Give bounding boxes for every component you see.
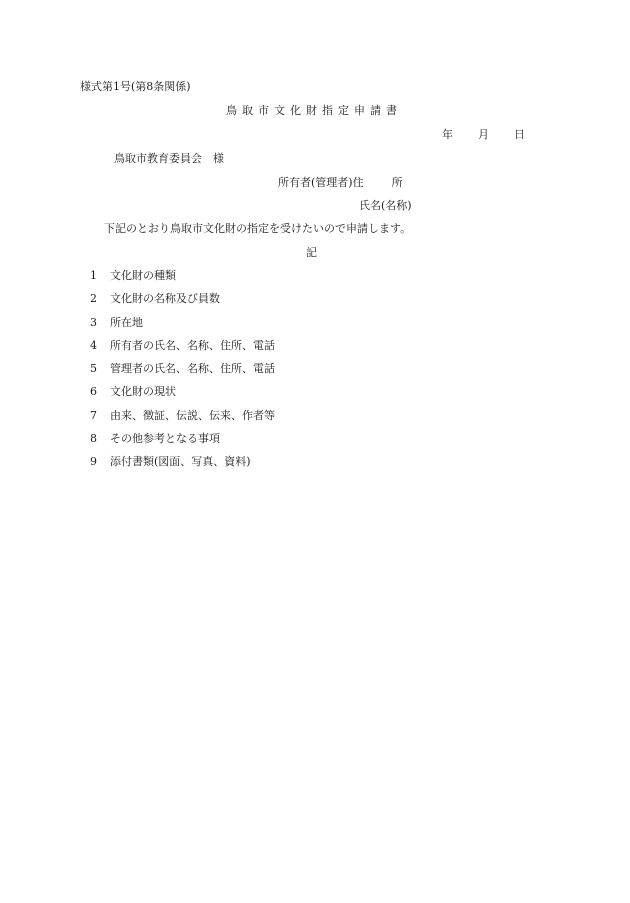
list-item-number: 5 xyxy=(90,362,97,375)
list-item-text: 文化財の種類 xyxy=(110,269,176,282)
owner-address-label xyxy=(278,176,403,190)
list-item-number: 2 xyxy=(90,292,97,305)
list-item xyxy=(90,339,275,353)
form-number: 様式第1号(第8条関係) xyxy=(80,80,191,93)
list-item-text: 文化財の名称及び員数 xyxy=(110,292,220,305)
list-item-number: 9 xyxy=(90,455,97,468)
list-item-text: 文化財の現状 xyxy=(110,385,176,398)
list-item xyxy=(90,385,176,399)
list-item xyxy=(90,409,275,423)
owner-address-label-start: 所有者(管理者)住 xyxy=(278,176,364,189)
application-statement: 下記のとおり鳥取市文化財の指定を受けたいので申請します。 xyxy=(104,222,412,235)
list-item-number: 1 xyxy=(90,269,97,282)
list-item xyxy=(90,432,220,446)
list-item xyxy=(90,292,220,306)
date-day-label: 日 xyxy=(514,128,525,141)
list-item-text: 所有者の氏名、名称、住所、電話 xyxy=(110,339,275,352)
list-item-number: 8 xyxy=(90,432,97,445)
list-item-number: 6 xyxy=(90,385,97,398)
list-item-number: 3 xyxy=(90,316,97,329)
recipient: 鳥取市教育委員会 様 xyxy=(114,152,224,165)
owner-name-label: 氏名(名称) xyxy=(359,199,412,212)
list-item-number: 7 xyxy=(90,409,97,422)
document-title: 鳥取市文化財指定申請書 xyxy=(226,104,402,117)
owner-address-label-end: 所 xyxy=(391,176,403,189)
list-item xyxy=(90,316,143,330)
date-month-label: 月 xyxy=(478,128,489,141)
date-year-label: 年 xyxy=(442,128,453,141)
ki-heading: 記 xyxy=(306,246,317,259)
date-line xyxy=(442,128,525,142)
list-item xyxy=(90,455,251,469)
list-item-text: その他参考となる事項 xyxy=(110,432,220,445)
list-item-number: 4 xyxy=(90,339,97,352)
list-item xyxy=(90,362,275,376)
list-item-text: 管理者の氏名、名称、住所、電話 xyxy=(110,362,275,375)
list-item-text: 添付書類(図面、写真、資料) xyxy=(110,455,251,468)
list-item-text: 所在地 xyxy=(110,316,143,329)
list-item-text: 由来、徴証、伝説、伝来、作者等 xyxy=(110,409,275,422)
list-item xyxy=(90,269,176,283)
